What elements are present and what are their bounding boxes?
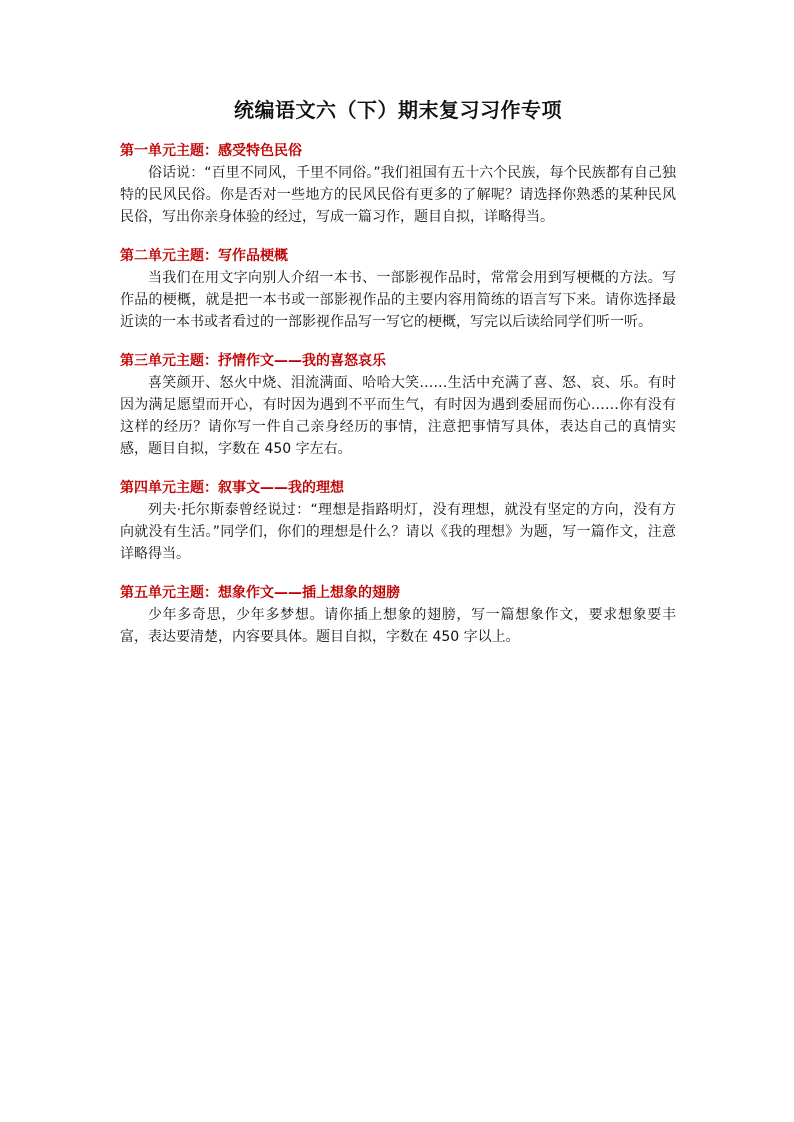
section-body: 当我们在用文字向别人介绍一本书、一部影视作品时，常常会用到写梗概的方法。写作品的梗概，就是把一本书或一部影视作品的主要内容用简练的语言写下来。请你选择最近读的一本书或者看过的一部影视作品写一写它的梗概，写完以后读给同学们听一听。	[120, 270, 676, 330]
section-body: 喜笑颜开、怒火中烧、泪流满面、哈哈大笑……生活中充满了喜、怒、哀、乐。有时因为满足愿望而开心，有时因为遇到不平而生气，有时因为遇到委屈而伤心……你有没有这样的经历？请你写一件自己亲身经历的事情，注意把事情写具体，表达自己的真情实感，题目自拟，字数在 450 字左右。	[120, 375, 676, 457]
section-body: 少年多奇思，少年多梦想。请你插上想象的翅膀，写一篇想象作文，要求想象要丰富，表达要清楚，内容要具体。题目自拟，字数在 450 字以上。	[120, 607, 676, 645]
section-body: 俗话说：“百里不同风，千里不同俗。”我们祖国有五十六个民族，每个民族都有自己独特的民风民俗。你是否对一些地方的民风民俗有更多的了解呢？请选择你熟悉的某种民风民俗，写出你亲身体验的经过，写成一篇习作，题目自拟，详略得当。	[120, 165, 676, 225]
section-unit-5	[120, 582, 676, 648]
document-title: 统编语文六（下）期末复习习作专项	[234, 98, 562, 122]
section-heading: 第二单元主题：写作品梗概	[120, 248, 288, 264]
section-heading: 第一单元主题：感受特色民俗	[120, 143, 302, 159]
section-body: 列夫·托尔斯泰曾经说过：“理想是指路明灯，没有理想，就没有坚定的方向，没有方向就没有生活。”同学们，你们的理想是什么？请以《我的理想》为题，写一篇作文，注意详略得当。	[120, 502, 676, 562]
section-unit-2	[120, 245, 676, 333]
section-unit-3	[120, 350, 676, 460]
section-heading: 第三单元主题：抒情作文——我的喜怒哀乐	[120, 353, 386, 369]
section-unit-1	[120, 140, 676, 228]
section-heading: 第四单元主题：叙事文——我的理想	[120, 480, 344, 496]
section-heading: 第五单元主题：想象作文——插上想象的翅膀	[120, 585, 400, 601]
section-unit-4	[120, 477, 676, 565]
